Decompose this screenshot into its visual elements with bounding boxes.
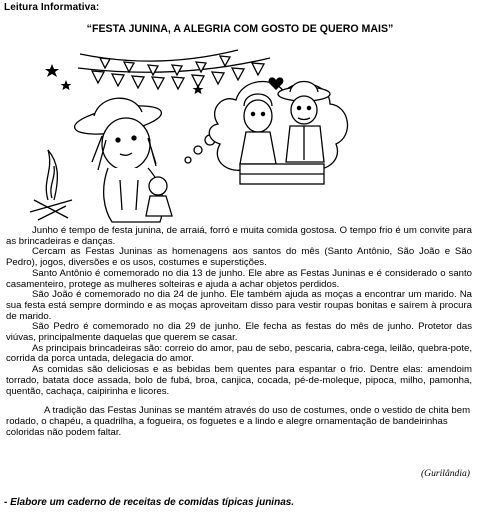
paragraph-sao-joao: São João é comemorado no dia 24 de junho. Ele também ajuda as moças a encontrar um marido. Na sua festa está sempre dormindo e as moças aproveitam disso para vestir roupas bonitas e saírem à procura de marido. [6,289,472,322]
paragraph-comidas: As comidas são deliciosas e as bebidas bem quentes para espantar o frio. Dentre elas: amendoim torrado, batata doce assada, bolo de fubá, broa, canjica, cocada, pé-de-moleque, pipoca, milho, pamonha, quentão, cachaça, caipirinha e licores. [6,364,472,397]
paragraph-tradicao: A tradição das Festas Juninas se mantém através do uso de costumes, onde o vestido de chita bem rodado, o chapéu, a quadrilha, a fogueira, os foguetes e a lindo e alegre ornamentação de bandeirinhas coloridas não podem faltar. [6,405,471,438]
paragraph-santos: Cercam as Festas Juninas as homenagens aos santos do mês (Santo Antônio, São João e São Pedro), jogos, diversões e os usos, costumes e superstições. [6,246,472,269]
paragraph-intro: Junho é tempo de festa junina, de arraiá, forró e muita comida gostosa. O tempo frio é um convite para as brincadeiras e danças. [6,225,472,247]
festa-junina-illustration [8,40,380,230]
section-label: Leitura Informativa: [4,2,100,13]
bonfire-icon [30,150,72,220]
source-credit: (Gurilândia) [420,468,470,479]
page-title: “FESTA JUNINA, A ALEGRIA COM GOSTO DE QUERO MAIS” [86,23,394,35]
article-body [6,226,472,438]
paragraph-sao-pedro: São Pedro é comemorado no dia 29 de junho. Ele fecha as festas do mês de junho. Protetor das viúvas, principalmente daquelas que querem se casar. [6,321,472,344]
paragraph-santo-antonio: Santo Antônio é comemorado no dia 13 de junho. Ele abre as Festas Juninas e é considerado o santo casamenteiro, protege as mulheres solteiras e ajuda a achar objetos perdidos. [6,267,472,290]
doll-icon [146,177,172,216]
bunting-icon [78,50,270,89]
activity-instruction: - Elabore um caderno de receitas de comidas típicas juninas. [4,497,295,508]
paragraph-brincadeiras: As principais brincadeiras são: correio do amor, pau de sebo, pescaria, cabra-cega, leilão, quebra-pote, corrida da porca untada, delegacia do amor. [6,342,472,365]
